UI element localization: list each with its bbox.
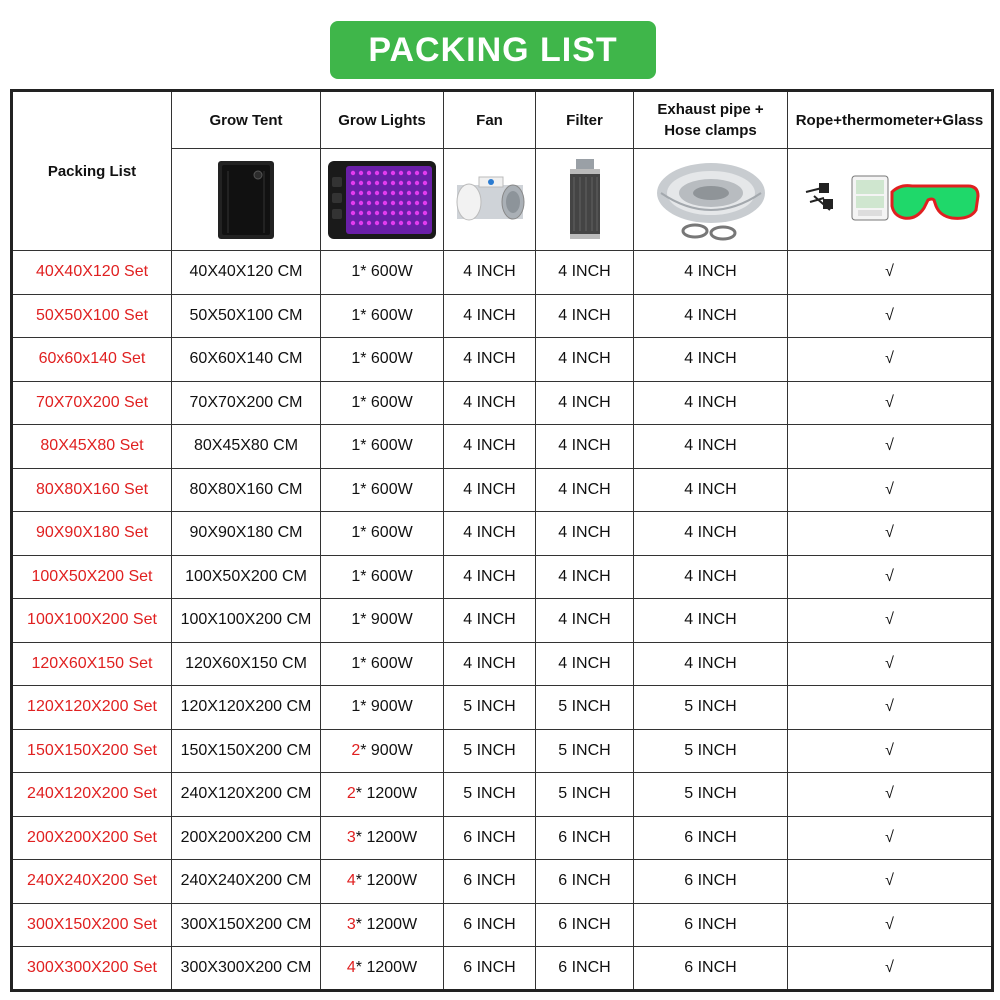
grow-tent-size-cell: 240X240X200 CM — [172, 860, 321, 904]
carbon-filter-image-cell — [536, 149, 634, 251]
fan-size-cell: 4 INCH — [444, 338, 536, 382]
exhaust-pipe-size-cell: 4 INCH — [634, 294, 788, 338]
set-name-cell: 300X300X200 Set — [12, 947, 172, 991]
light-quantity: 1 — [351, 437, 361, 455]
set-name-cell: 120X120X200 Set — [12, 686, 172, 730]
fan-size-cell: 6 INCH — [444, 903, 536, 947]
accessories-check-cell: √ — [788, 773, 993, 817]
fan-size-cell: 6 INCH — [444, 816, 536, 860]
grow-light-image — [326, 159, 438, 241]
light-quantity: 3 — [346, 828, 356, 846]
fan-size-cell: 5 INCH — [444, 729, 536, 773]
accessories-check-cell: √ — [788, 729, 993, 773]
light-wattage: * 600W — [360, 350, 413, 368]
column-header-exhaust-pipe: Exhaust pipe + Hose clamps — [634, 91, 788, 149]
set-name-cell: 240X120X200 Set — [12, 773, 172, 817]
filter-size-cell: 4 INCH — [536, 642, 634, 686]
accessories-check-cell: √ — [788, 599, 993, 643]
exhaust-pipe-size-cell: 5 INCH — [634, 773, 788, 817]
set-name-cell: 150X150X200 Set — [12, 729, 172, 773]
light-quantity: 1 — [351, 393, 361, 411]
accessories-check-cell: √ — [788, 381, 993, 425]
filter-size-cell: 6 INCH — [536, 860, 634, 904]
fan-size-cell: 5 INCH — [444, 686, 536, 730]
ducting-image-cell — [634, 149, 788, 251]
accessories-check-cell: √ — [788, 642, 993, 686]
packing-list-header: Packing List — [12, 91, 172, 251]
grow-lights-cell — [321, 338, 444, 382]
light-quantity: 2 — [351, 741, 361, 759]
column-header-grow-tent: Grow Tent — [172, 91, 321, 149]
light-wattage: * 900W — [360, 698, 413, 716]
accessories-check-cell: √ — [788, 294, 993, 338]
accessories-check-cell: √ — [788, 686, 993, 730]
light-quantity: 4 — [346, 872, 356, 890]
table-row — [12, 338, 993, 382]
fan-size-cell: 4 INCH — [444, 251, 536, 295]
grow-lights-cell — [321, 773, 444, 817]
grow-lights-cell — [321, 294, 444, 338]
inline-fan-image-cell — [444, 149, 536, 251]
grow-tent-size-cell: 240X120X200 CM — [172, 773, 321, 817]
filter-size-cell: 4 INCH — [536, 512, 634, 556]
grow-tent-size-cell: 90X90X180 CM — [172, 512, 321, 556]
table-row — [12, 773, 993, 817]
carbon-filter-image — [564, 157, 606, 243]
light-wattage: * 600W — [360, 524, 413, 542]
grow-tent-size-cell: 70X70X200 CM — [172, 381, 321, 425]
light-quantity: 4 — [346, 958, 356, 976]
set-name-cell: 200X200X200 Set — [12, 816, 172, 860]
table-row — [12, 947, 993, 991]
grow-tent-size-cell: 150X150X200 CM — [172, 729, 321, 773]
grow-lights-cell — [321, 425, 444, 469]
exhaust-pipe-size-cell: 5 INCH — [634, 686, 788, 730]
table-row — [12, 381, 993, 425]
table-row — [12, 860, 993, 904]
page-title: PACKING LIST — [368, 30, 618, 69]
accessories-check-cell: √ — [788, 338, 993, 382]
light-wattage: * 600W — [360, 654, 413, 672]
exhaust-pipe-size-cell: 6 INCH — [634, 947, 788, 991]
filter-size-cell: 4 INCH — [536, 425, 634, 469]
exhaust-pipe-size-cell: 4 INCH — [634, 425, 788, 469]
filter-size-cell: 5 INCH — [536, 773, 634, 817]
light-wattage: * 1200W — [355, 785, 418, 803]
light-quantity: 2 — [346, 785, 356, 803]
set-name-cell: 70X70X200 Set — [12, 381, 172, 425]
grow-tent-size-cell: 300X300X200 CM — [172, 947, 321, 991]
table-row — [12, 642, 993, 686]
exhaust-pipe-size-cell: 4 INCH — [634, 555, 788, 599]
grow-tent-size-cell: 80X80X160 CM — [172, 468, 321, 512]
packing-list-table — [10, 89, 994, 992]
filter-size-cell: 4 INCH — [536, 555, 634, 599]
grow-tent-size-cell: 300X150X200 CM — [172, 903, 321, 947]
accessories-check-cell: √ — [788, 947, 993, 991]
grow-tent-size-cell: 100X100X200 CM — [172, 599, 321, 643]
set-name-cell: 90X90X180 Set — [12, 512, 172, 556]
accessories-check-cell: √ — [788, 860, 993, 904]
exhaust-pipe-size-cell: 6 INCH — [634, 860, 788, 904]
column-header-filter: Filter — [536, 91, 634, 149]
fan-size-cell: 4 INCH — [444, 468, 536, 512]
grow-tent-size-cell: 120X60X150 CM — [172, 642, 321, 686]
grow-lights-cell — [321, 642, 444, 686]
filter-size-cell: 5 INCH — [536, 729, 634, 773]
table-row — [12, 512, 993, 556]
set-name-cell: 100X100X200 Set — [12, 599, 172, 643]
fan-size-cell: 6 INCH — [444, 860, 536, 904]
light-wattage: * 600W — [360, 306, 413, 324]
light-wattage: * 600W — [360, 567, 413, 585]
table-row — [12, 425, 993, 469]
accessories-check-cell: √ — [788, 468, 993, 512]
exhaust-pipe-size-cell: 4 INCH — [634, 642, 788, 686]
light-wattage: * 600W — [360, 480, 413, 498]
exhaust-pipe-size-cell: 6 INCH — [634, 903, 788, 947]
set-name-cell: 40X40X120 Set — [12, 251, 172, 295]
grow-tent-size-cell: 120X120X200 CM — [172, 686, 321, 730]
accessories-image — [800, 170, 980, 230]
exhaust-pipe-size-cell: 4 INCH — [634, 468, 788, 512]
accessories-image-cell — [788, 149, 993, 251]
light-wattage: * 900W — [360, 741, 413, 759]
table-row — [12, 903, 993, 947]
fan-size-cell: 4 INCH — [444, 555, 536, 599]
set-name-cell: 60x60x140 Set — [12, 338, 172, 382]
table-row — [12, 251, 993, 295]
table-row — [12, 599, 993, 643]
fan-size-cell: 4 INCH — [444, 294, 536, 338]
accessories-check-cell: √ — [788, 425, 993, 469]
light-wattage: * 900W — [360, 611, 413, 629]
accessories-check-cell: √ — [788, 512, 993, 556]
grow-tent-size-cell: 40X40X120 CM — [172, 251, 321, 295]
light-wattage: * 600W — [360, 393, 413, 411]
light-wattage: * 600W — [360, 437, 413, 455]
set-name-cell: 80X80X160 Set — [12, 468, 172, 512]
accessories-check-cell: √ — [788, 903, 993, 947]
light-quantity: 3 — [346, 915, 356, 933]
accessories-check-cell: √ — [788, 251, 993, 295]
accessories-check-cell: √ — [788, 555, 993, 599]
exhaust-pipe-size-cell: 5 INCH — [634, 729, 788, 773]
filter-size-cell: 6 INCH — [536, 903, 634, 947]
exhaust-pipe-size-cell: 4 INCH — [634, 251, 788, 295]
light-quantity: 1 — [351, 480, 361, 498]
filter-size-cell: 4 INCH — [536, 294, 634, 338]
page-title-banner — [330, 21, 656, 79]
light-wattage: * 1200W — [355, 872, 418, 890]
accessories-check-cell: √ — [788, 816, 993, 860]
light-wattage: * 1200W — [355, 828, 418, 846]
grow-tent-size-cell: 80X45X80 CM — [172, 425, 321, 469]
grow-light-image-cell — [321, 149, 444, 251]
exhaust-pipe-size-cell: 6 INCH — [634, 816, 788, 860]
set-name-cell: 240X240X200 Set — [12, 860, 172, 904]
grow-tent-image-cell — [172, 149, 321, 251]
exhaust-pipe-size-cell: 4 INCH — [634, 599, 788, 643]
light-quantity: 1 — [351, 611, 361, 629]
light-quantity: 1 — [351, 524, 361, 542]
grow-lights-cell — [321, 381, 444, 425]
fan-size-cell: 4 INCH — [444, 642, 536, 686]
fan-size-cell: 4 INCH — [444, 512, 536, 556]
light-quantity: 1 — [351, 654, 361, 672]
grow-lights-cell — [321, 468, 444, 512]
filter-size-cell: 4 INCH — [536, 468, 634, 512]
grow-lights-cell — [321, 947, 444, 991]
fan-size-cell: 5 INCH — [444, 773, 536, 817]
fan-size-cell: 4 INCH — [444, 381, 536, 425]
set-name-cell: 120X60X150 Set — [12, 642, 172, 686]
grow-lights-cell — [321, 555, 444, 599]
fan-size-cell: 4 INCH — [444, 425, 536, 469]
grow-lights-cell — [321, 251, 444, 295]
light-quantity: 1 — [351, 306, 361, 324]
set-name-cell: 80X45X80 Set — [12, 425, 172, 469]
grow-lights-cell — [321, 599, 444, 643]
exhaust-pipe-size-cell: 4 INCH — [634, 338, 788, 382]
filter-size-cell: 5 INCH — [536, 686, 634, 730]
filter-size-cell: 4 INCH — [536, 381, 634, 425]
filter-size-cell: 6 INCH — [536, 816, 634, 860]
table-row — [12, 729, 993, 773]
light-wattage: * 1200W — [355, 958, 418, 976]
light-quantity: 1 — [351, 350, 361, 368]
table-row — [12, 468, 993, 512]
light-quantity: 1 — [351, 567, 361, 585]
grow-tent-image — [214, 157, 278, 243]
set-name-cell: 100X50X200 Set — [12, 555, 172, 599]
light-wattage: * 1200W — [355, 915, 418, 933]
filter-size-cell: 4 INCH — [536, 251, 634, 295]
inline-fan-image — [453, 165, 527, 235]
filter-size-cell: 6 INCH — [536, 947, 634, 991]
grow-lights-cell — [321, 512, 444, 556]
grow-lights-cell — [321, 816, 444, 860]
table-row — [12, 686, 993, 730]
filter-size-cell: 4 INCH — [536, 338, 634, 382]
grow-tent-size-cell: 60X60X140 CM — [172, 338, 321, 382]
column-header-fan: Fan — [444, 91, 536, 149]
column-header-accessories: Rope+thermometer+Glass — [788, 91, 993, 149]
fan-size-cell: 4 INCH — [444, 599, 536, 643]
grow-tent-size-cell: 50X50X100 CM — [172, 294, 321, 338]
set-name-cell: 300X150X200 Set — [12, 903, 172, 947]
filter-size-cell: 4 INCH — [536, 599, 634, 643]
light-quantity: 1 — [351, 263, 361, 281]
table-row — [12, 816, 993, 860]
column-header-grow-lights: Grow Lights — [321, 91, 444, 149]
fan-size-cell: 6 INCH — [444, 947, 536, 991]
grow-lights-cell — [321, 860, 444, 904]
grow-tent-size-cell: 100X50X200 CM — [172, 555, 321, 599]
grow-lights-cell — [321, 903, 444, 947]
light-quantity: 1 — [351, 698, 361, 716]
set-name-cell: 50X50X100 Set — [12, 294, 172, 338]
light-wattage: * 600W — [360, 263, 413, 281]
grow-tent-size-cell: 200X200X200 CM — [172, 816, 321, 860]
exhaust-pipe-size-cell: 4 INCH — [634, 381, 788, 425]
grow-lights-cell — [321, 686, 444, 730]
grow-lights-cell — [321, 729, 444, 773]
table-row — [12, 555, 993, 599]
exhaust-pipe-size-cell: 4 INCH — [634, 512, 788, 556]
ducting-image — [653, 157, 769, 243]
table-row — [12, 294, 993, 338]
